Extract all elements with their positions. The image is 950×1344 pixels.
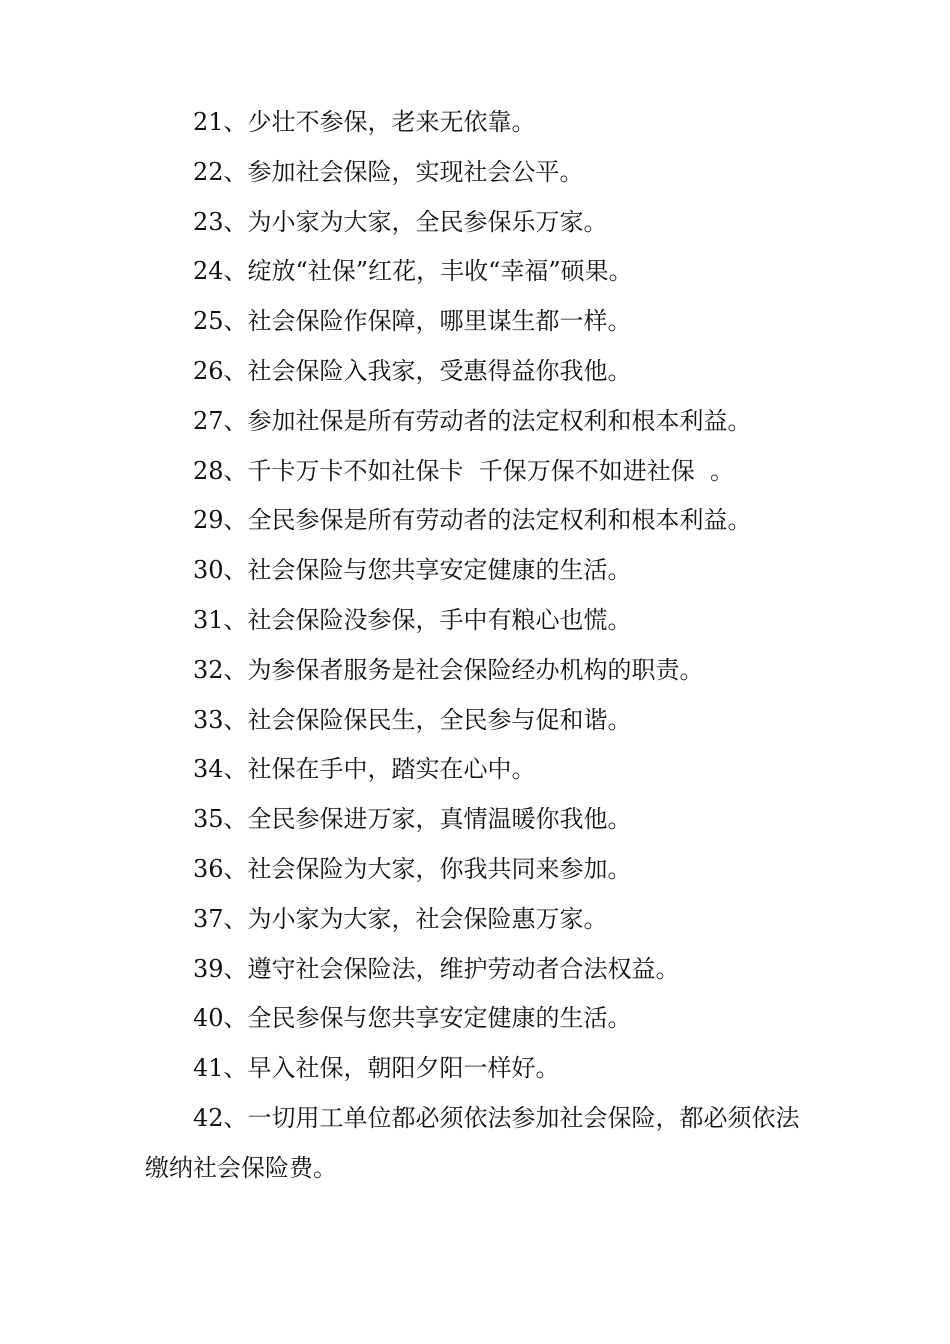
slogan-line: 26、社会保险入我家，受惠得益你我他。 — [193, 356, 632, 385]
slogan-line: 22、参加社会保险，实现社会公平。 — [193, 157, 584, 186]
slogan-line: 37、为小家为大家，社会保险惠万家。 — [193, 904, 608, 933]
slogan-line: 32、为参保者服务是社会保险经办机构的职责。 — [193, 655, 704, 684]
slogan-paragraph: 42、一切用工单位都必须依法参加社会保险，都必须依法缴纳社会保险费。 — [145, 1103, 800, 1182]
slogan-line: 21、少壮不参保，老来无依靠。 — [193, 108, 536, 136]
slogan-line: 24、绽放“社保”红花，丰收“幸福”硕果。 — [193, 257, 633, 286]
slogan-line: 33、社会保险保民生，全民参与促和谐。 — [193, 705, 632, 734]
slogan-line: 29、全民参保是所有劳动者的法定权利和根本利益。 — [193, 506, 752, 535]
slogan-line: 30、社会保险与您共享安定健康的生活。 — [193, 556, 632, 585]
slogan-line: 25、社会保险作保障，哪里谋生都一样。 — [193, 307, 632, 336]
slogan-line: 34、社保在手中，踏实在心中。 — [193, 755, 536, 784]
slogan-line: 35、全民参保进万家，真情温暖你我他。 — [193, 805, 632, 834]
slogan-list — [145, 98, 810, 1194]
slogan-line: 36、社会保险为大家，你我共同来参加。 — [193, 854, 632, 883]
slogan-line: 31、社会保险没参保，手中有粮心也慌。 — [193, 605, 632, 634]
slogan-line: 41、早入社保，朝阳夕阳一样好。 — [193, 1054, 560, 1083]
slogan-line: 28、千卡万卡不如社保卡 千保万保不如进社保 。 — [193, 456, 735, 485]
slogan-line: 40、全民参保与您共享安定健康的生活。 — [193, 1004, 632, 1033]
slogan-line: 39、遵守社会保险法，维护劳动者合法权益。 — [193, 954, 680, 983]
slogan-line: 23、为小家为大家，全民参保乐万家。 — [193, 207, 608, 236]
slogan-line: 27、参加社保是所有劳动者的法定权利和根本利益。 — [193, 406, 752, 435]
